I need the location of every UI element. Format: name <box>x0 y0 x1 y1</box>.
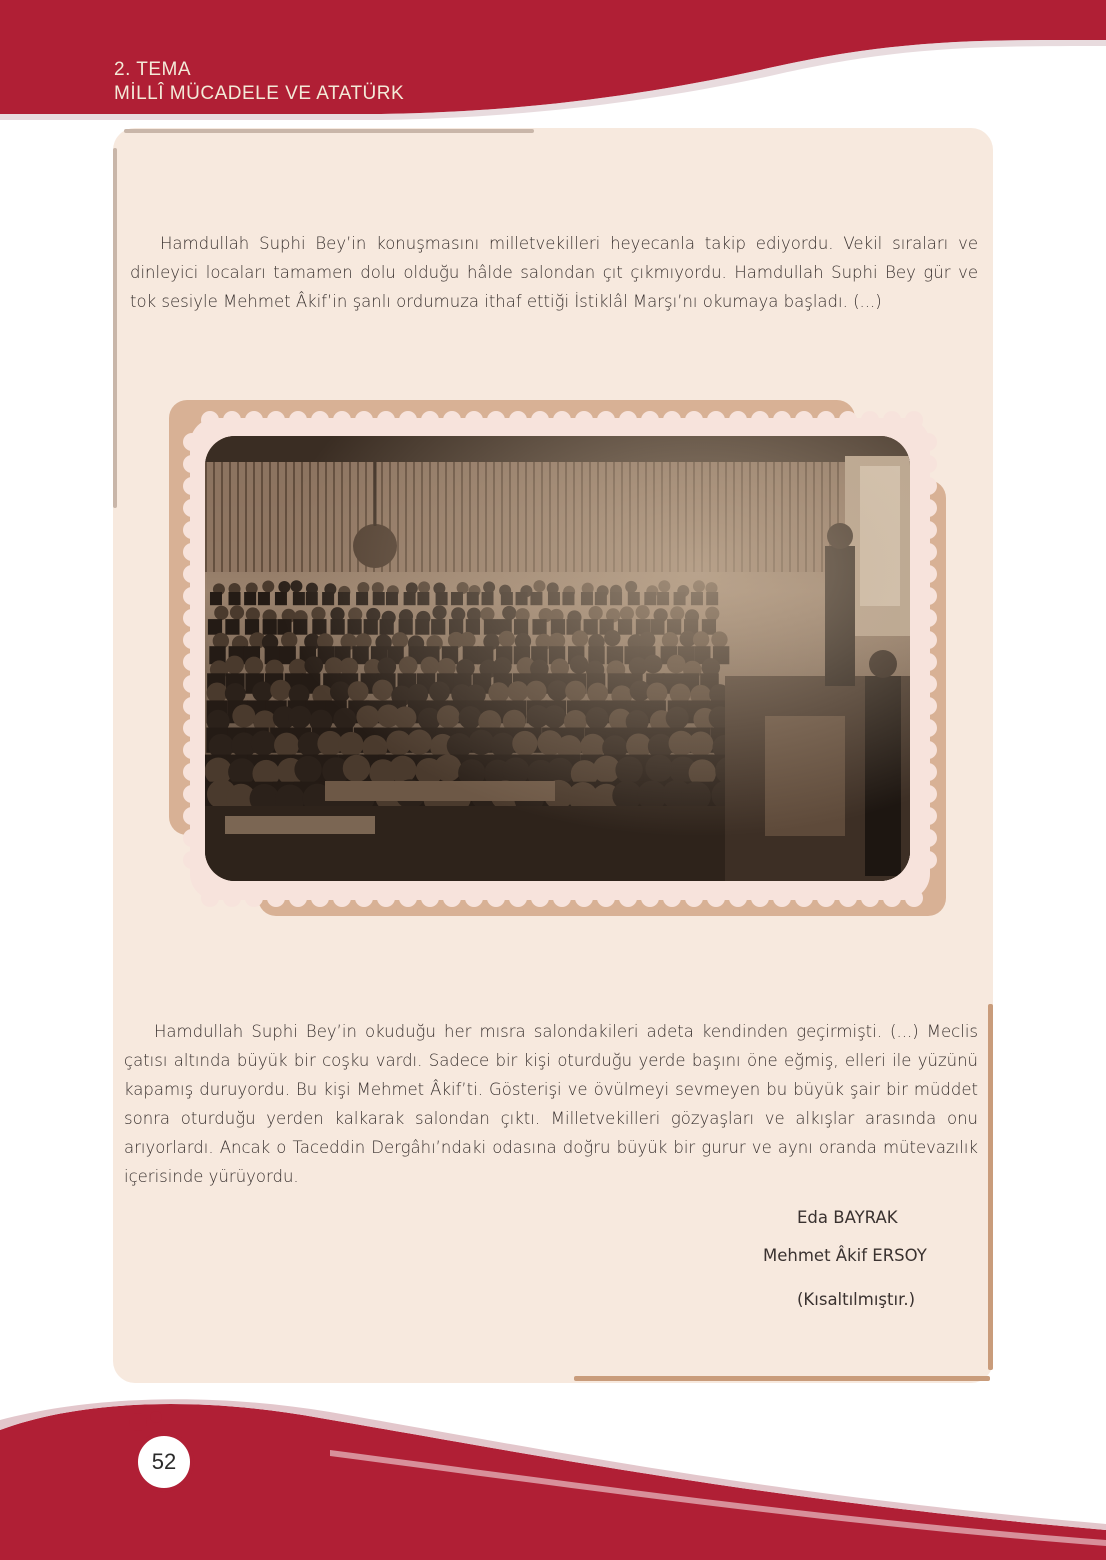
story-paragraph-1: Hamdullah Suphi Bey’in konuşmasını milletvekilleri heyecanla takip ediyordu. Vekil sıraları ve dinleyici locaları tamamen dolu olduğu hâlde salondan çıt çıkmıyordu. Hamdullah Suphi Bey gür ve tok sesiyle Mehmet Âkif’in şanlı ordumuza ithaf ettiği İstiklâl Marşı’nı okumaya başladı. (...) <box>130 234 978 311</box>
panel-accent-right <box>988 1004 993 1370</box>
panel-accent-left <box>113 148 117 508</box>
abridged-note: (Kısaltılmıştır.) <box>797 1290 916 1309</box>
story-paragraph-2: Hamdullah Suphi Bey’in okuduğu her mısra salondakileri adeta kendinden geçirmişti. (...) Meclis çatısı altında büyük bir coşku vardı. Sadece bir kişi oturduğu yerde başını öne eğmiş, elleri ile yüzünü kapamış duruyordu. Bu kişi Mehmet Âkif’ti. Gösterişi ve övülmeyi sevmeyen bu büyük şair bir müddet sonra oturduğu yerden kalkarak salondan çıktı. Milletvekilleri gözyaşları ve alkışlar arasında onu arıyorlardı. Ancak o Taceddin Dergâhı’ndaki odasına doğru büyük bir gurur ve aynı oranda mütevazılık içerisinde yürüyordu. <box>124 1022 978 1186</box>
poet-name: Mehmet Âkif ERSOY <box>763 1246 927 1265</box>
theme-number: 2. TEMA <box>114 59 192 80</box>
panel-accent-top <box>124 129 534 133</box>
theme-heading <box>114 58 404 106</box>
author-name: Eda BAYRAK <box>797 1208 898 1227</box>
theme-name: MİLLÎ MÜCADELE VE ATATÜRK <box>114 83 405 104</box>
assembly-photo <box>205 436 910 881</box>
page-number: 52 <box>134 1432 194 1492</box>
panel-accent-bottom <box>574 1376 990 1381</box>
sepia-assembly-photo-icon <box>205 436 910 881</box>
